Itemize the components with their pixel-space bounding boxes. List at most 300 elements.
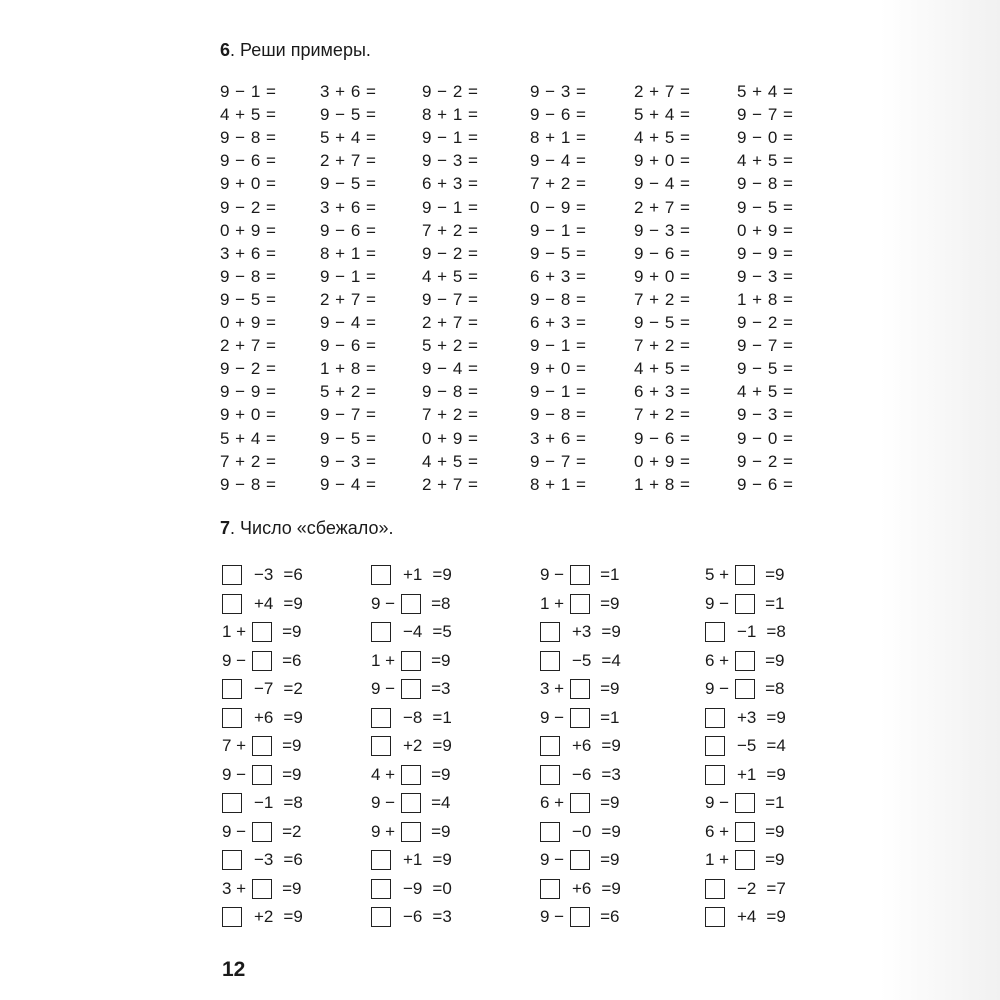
example-text: 9 − 8 = bbox=[220, 128, 277, 148]
missing-number-example bbox=[540, 708, 620, 728]
answer-box[interactable] bbox=[735, 822, 755, 842]
example-text: 9 − 4 = bbox=[634, 174, 691, 194]
example-result: =4 bbox=[431, 793, 451, 812]
example-text: 3 + 6 = bbox=[530, 428, 587, 448]
example-text: 7 + 2 = bbox=[530, 174, 587, 194]
example-text: 7 + 2 = bbox=[634, 336, 691, 356]
example-text: 5 + 4 = bbox=[737, 82, 794, 101]
example-result: =0 bbox=[432, 878, 452, 898]
example-prefix: 3 + bbox=[540, 679, 565, 698]
missing-number-example bbox=[371, 594, 451, 614]
missing-number-example bbox=[371, 622, 452, 642]
example-result: =9 bbox=[766, 764, 786, 784]
example-result: =9 bbox=[601, 622, 621, 641]
example-result: =9 bbox=[431, 764, 451, 784]
example-result: =6 bbox=[283, 850, 303, 869]
example-text: 8 + 1 = bbox=[422, 105, 479, 125]
missing-number-example bbox=[222, 651, 302, 671]
example-text: 0 − 9 = bbox=[530, 197, 587, 217]
answer-box[interactable] bbox=[705, 765, 725, 785]
example-operation: −1 bbox=[737, 622, 757, 641]
example-result: =9 bbox=[601, 821, 621, 841]
answer-box[interactable] bbox=[371, 879, 391, 899]
example-text: 9 − 5 = bbox=[320, 428, 377, 448]
example-text: 9 − 7 = bbox=[320, 405, 377, 425]
answer-box[interactable] bbox=[401, 594, 421, 614]
example-result: =9 bbox=[600, 679, 620, 698]
answer-box[interactable] bbox=[570, 594, 590, 614]
missing-number-example bbox=[371, 850, 452, 870]
example-prefix: 9 − bbox=[371, 793, 396, 812]
example-text: 5 + 4 = bbox=[320, 128, 377, 148]
example-result: =9 bbox=[766, 707, 786, 727]
example-result: =1 bbox=[765, 593, 785, 613]
task-7-heading bbox=[220, 518, 394, 539]
missing-number-example bbox=[371, 736, 452, 756]
answer-box[interactable] bbox=[371, 708, 391, 728]
missing-number-example bbox=[540, 622, 621, 642]
example-text: 2 + 7 = bbox=[634, 197, 691, 217]
example-operation: +6 bbox=[572, 878, 592, 898]
example-text: 7 + 2 = bbox=[634, 405, 691, 425]
example-text: 8 + 1 = bbox=[530, 128, 587, 148]
task-7-title: . Число «сбежало». bbox=[230, 518, 394, 538]
example-prefix: 6 + bbox=[540, 793, 565, 812]
example-text: 9 − 2 = bbox=[737, 313, 794, 332]
example-text: 9 − 4 = bbox=[320, 313, 377, 332]
example-text: 9 − 3 = bbox=[530, 82, 587, 101]
answer-box[interactable] bbox=[252, 736, 272, 756]
example-result: =6 bbox=[600, 907, 620, 926]
example-prefix: 4 + bbox=[371, 764, 396, 784]
answer-box[interactable] bbox=[222, 594, 242, 614]
example-text: 8 + 1 = bbox=[530, 474, 587, 494]
example-text: 0 + 9 = bbox=[634, 451, 691, 471]
example-result: =9 bbox=[283, 593, 303, 613]
missing-number-example bbox=[222, 793, 303, 813]
missing-number-example bbox=[540, 793, 620, 813]
example-text: 2 + 7 = bbox=[634, 82, 691, 101]
example-result: =1 bbox=[600, 565, 620, 584]
example-operation: −3 bbox=[254, 565, 274, 584]
answer-box[interactable] bbox=[540, 622, 560, 642]
example-operation: −8 bbox=[403, 707, 423, 727]
answer-box[interactable] bbox=[705, 708, 725, 728]
example-text: 9 − 6 = bbox=[530, 105, 587, 125]
example-result: =9 bbox=[765, 650, 785, 670]
example-result: =9 bbox=[765, 850, 785, 869]
answer-box[interactable] bbox=[222, 907, 242, 927]
example-text: 9 − 6 = bbox=[634, 243, 691, 263]
answer-box[interactable] bbox=[401, 793, 421, 813]
example-prefix: 1 + bbox=[371, 650, 396, 670]
example-result: =9 bbox=[282, 736, 302, 755]
example-text: 9 − 2 = bbox=[220, 197, 277, 217]
example-operation: +4 bbox=[254, 593, 274, 613]
answer-box[interactable] bbox=[735, 594, 755, 614]
answer-box[interactable] bbox=[540, 765, 560, 785]
example-text: 4 + 5 = bbox=[422, 451, 479, 471]
example-text: 9 − 6 = bbox=[320, 336, 377, 356]
example-text: 9 − 2 = bbox=[422, 243, 479, 263]
example-operation: +2 bbox=[403, 736, 423, 755]
example-operation: −5 bbox=[737, 736, 757, 755]
missing-number-example bbox=[540, 879, 621, 899]
example-text: 9 − 6 = bbox=[220, 151, 277, 171]
answer-box[interactable] bbox=[371, 565, 391, 585]
example-result: =8 bbox=[283, 793, 303, 812]
example-text: 9 − 1 = bbox=[422, 128, 479, 148]
example-text: 7 + 2 = bbox=[634, 289, 691, 309]
example-text: 6 + 3 = bbox=[422, 174, 479, 194]
example-prefix: 9 − bbox=[540, 907, 565, 926]
example-text: 9 − 0 = bbox=[737, 428, 794, 448]
missing-number-example bbox=[705, 651, 785, 671]
answer-box[interactable] bbox=[252, 622, 272, 642]
example-text: 9 − 2 = bbox=[737, 451, 794, 471]
answer-box[interactable] bbox=[401, 679, 421, 699]
answer-box[interactable] bbox=[371, 622, 391, 642]
page-number: 12 bbox=[222, 958, 246, 981]
answer-box[interactable] bbox=[371, 736, 391, 756]
example-result: =9 bbox=[765, 565, 785, 584]
example-text: 4 + 5 = bbox=[737, 151, 794, 171]
example-text: 9 − 2 = bbox=[422, 82, 479, 101]
example-text: 9 − 9 = bbox=[220, 382, 277, 402]
example-prefix: 1 + bbox=[540, 593, 565, 613]
example-result: =9 bbox=[601, 878, 621, 898]
example-result: =9 bbox=[765, 821, 785, 841]
missing-number-example bbox=[371, 765, 451, 785]
example-prefix: 9 − bbox=[371, 679, 396, 698]
example-prefix: 9 − bbox=[222, 650, 247, 670]
example-result: =4 bbox=[601, 650, 621, 670]
answer-box[interactable] bbox=[222, 850, 242, 870]
example-text: 0 + 9 = bbox=[737, 220, 794, 240]
example-text: 9 − 8 = bbox=[220, 266, 277, 286]
example-result: =9 bbox=[283, 707, 303, 727]
example-result: =1 bbox=[600, 707, 620, 727]
example-result: =6 bbox=[283, 565, 303, 584]
answer-box[interactable] bbox=[570, 793, 590, 813]
example-prefix: 9 − bbox=[222, 821, 247, 841]
example-text: 9 − 6 = bbox=[737, 474, 794, 494]
example-text: 9 − 3 = bbox=[320, 451, 377, 471]
answer-box[interactable] bbox=[222, 565, 242, 585]
missing-number-example bbox=[705, 565, 785, 585]
answer-box[interactable] bbox=[570, 907, 590, 927]
example-text: 5 + 2 = bbox=[422, 336, 479, 356]
example-prefix: 6 + bbox=[705, 650, 730, 670]
example-operation: +1 bbox=[737, 764, 757, 784]
example-result: =8 bbox=[766, 622, 786, 641]
example-text: 9 − 6 = bbox=[320, 220, 377, 240]
example-operation: +4 bbox=[737, 907, 757, 926]
example-text: 9 − 7 = bbox=[737, 105, 794, 125]
answer-box[interactable] bbox=[540, 736, 560, 756]
example-operation: +1 bbox=[403, 850, 423, 869]
example-text: 9 − 9 = bbox=[737, 243, 794, 263]
example-result: =9 bbox=[600, 793, 620, 812]
answer-box[interactable] bbox=[570, 850, 590, 870]
missing-number-example bbox=[371, 565, 452, 585]
example-text: 7 + 2 = bbox=[220, 451, 277, 471]
answer-box[interactable] bbox=[401, 822, 421, 842]
missing-number-example bbox=[705, 622, 786, 642]
missing-number-example bbox=[371, 822, 451, 842]
example-text: 0 + 9 = bbox=[220, 220, 277, 240]
missing-number-example bbox=[705, 708, 786, 728]
example-text: 2 + 7 = bbox=[320, 151, 377, 171]
missing-number-example bbox=[705, 850, 785, 870]
answer-box[interactable] bbox=[222, 708, 242, 728]
example-text: 6 + 3 = bbox=[530, 266, 587, 286]
example-text: 9 − 3 = bbox=[737, 405, 794, 425]
example-text: 6 + 3 = bbox=[634, 382, 691, 402]
example-text: 9 − 3 = bbox=[634, 220, 691, 240]
example-prefix: 6 + bbox=[705, 821, 730, 841]
missing-number-example bbox=[540, 651, 621, 671]
example-operation: +6 bbox=[572, 736, 592, 755]
example-text: 4 + 5 = bbox=[220, 105, 277, 125]
example-text: 3 + 6 = bbox=[320, 197, 377, 217]
example-text: 0 + 9 = bbox=[422, 428, 479, 448]
missing-number-example bbox=[705, 793, 785, 813]
example-operation: −4 bbox=[403, 622, 423, 641]
missing-number-example bbox=[222, 594, 303, 614]
example-result: =2 bbox=[283, 679, 303, 698]
missing-number-example bbox=[705, 679, 785, 699]
missing-number-example bbox=[371, 793, 451, 813]
example-result: =2 bbox=[282, 821, 302, 841]
missing-number-example bbox=[222, 736, 302, 756]
example-operation: +6 bbox=[254, 707, 274, 727]
missing-number-example bbox=[705, 765, 786, 785]
example-text: 4 + 5 = bbox=[634, 359, 691, 379]
example-prefix: 9 − bbox=[705, 593, 730, 613]
answer-box[interactable] bbox=[540, 651, 560, 671]
example-text: 9 − 1 = bbox=[320, 266, 377, 286]
answer-box[interactable] bbox=[222, 679, 242, 699]
example-text: 9 − 2 = bbox=[220, 359, 277, 379]
example-text: 9 − 7 = bbox=[737, 336, 794, 356]
example-prefix: 5 + bbox=[705, 565, 730, 584]
missing-number-example bbox=[222, 565, 303, 585]
example-text: 9 − 8 = bbox=[422, 382, 479, 402]
example-text: 9 − 5 = bbox=[634, 313, 691, 332]
example-operation: −7 bbox=[254, 679, 274, 698]
example-text: 9 − 1 = bbox=[530, 382, 587, 402]
missing-number-example bbox=[222, 622, 302, 642]
example-text: 9 + 0 = bbox=[634, 151, 691, 171]
missing-number-example bbox=[540, 565, 620, 585]
missing-number-example bbox=[540, 765, 621, 785]
example-operation: +3 bbox=[572, 622, 592, 641]
example-text: 2 + 7 = bbox=[320, 289, 377, 309]
example-text: 9 + 0 = bbox=[220, 174, 277, 194]
example-text: 9 − 7 = bbox=[422, 289, 479, 309]
example-text: 9 − 5 = bbox=[320, 174, 377, 194]
example-text: 2 + 7 = bbox=[422, 313, 479, 332]
example-text: 9 − 8 = bbox=[530, 405, 587, 425]
example-prefix: 9 − bbox=[540, 707, 565, 727]
example-result: =7 bbox=[766, 878, 786, 898]
missing-number-example bbox=[222, 679, 303, 699]
missing-number-example bbox=[222, 822, 302, 842]
answer-box[interactable] bbox=[371, 907, 391, 927]
missing-number-example bbox=[222, 765, 302, 785]
example-result: =9 bbox=[432, 565, 452, 584]
example-text: 9 + 0 = bbox=[530, 359, 587, 379]
example-operation: −2 bbox=[737, 878, 757, 898]
example-text: 9 − 5 = bbox=[737, 359, 794, 379]
example-operation: +1 bbox=[403, 565, 423, 584]
example-text: 9 − 4 = bbox=[422, 359, 479, 379]
example-text: 9 − 1 = bbox=[422, 197, 479, 217]
example-text: 8 + 1 = bbox=[320, 243, 377, 263]
missing-number-example bbox=[705, 907, 786, 927]
missing-number-example bbox=[705, 822, 785, 842]
answer-box[interactable] bbox=[705, 736, 725, 756]
missing-number-example bbox=[540, 850, 620, 870]
answer-box[interactable] bbox=[252, 879, 272, 899]
task-6-title: . Реши примеры. bbox=[230, 40, 371, 60]
example-text: 4 + 5 = bbox=[634, 128, 691, 148]
missing-number-example bbox=[540, 907, 620, 927]
example-prefix: 9 + bbox=[371, 821, 396, 841]
example-result: =9 bbox=[282, 878, 302, 898]
example-result: =1 bbox=[432, 707, 452, 727]
answer-box[interactable] bbox=[735, 651, 755, 671]
example-text: 3 + 6 = bbox=[220, 243, 277, 263]
example-operation: −3 bbox=[254, 850, 274, 869]
answer-box[interactable] bbox=[540, 879, 560, 899]
missing-number-example bbox=[371, 651, 451, 671]
example-text: 2 + 7 = bbox=[220, 336, 277, 356]
answer-box[interactable] bbox=[540, 822, 560, 842]
example-text: 9 − 3 = bbox=[737, 266, 794, 286]
example-text: 9 − 4 = bbox=[320, 474, 377, 494]
example-text: 9 − 1 = bbox=[530, 220, 587, 240]
example-text: 9 − 1 = bbox=[220, 82, 277, 101]
answer-box[interactable] bbox=[735, 565, 755, 585]
missing-number-example bbox=[705, 594, 785, 614]
example-result: =9 bbox=[766, 907, 786, 926]
task-6-number: 6 bbox=[220, 40, 231, 60]
example-text: 9 + 0 = bbox=[220, 405, 277, 425]
example-result: =9 bbox=[431, 821, 451, 841]
answer-box[interactable] bbox=[705, 622, 725, 642]
example-prefix: 1 + bbox=[222, 622, 247, 641]
example-text: 5 + 4 = bbox=[634, 105, 691, 125]
example-text: 5 + 4 = bbox=[220, 428, 277, 448]
answer-box[interactable] bbox=[735, 793, 755, 813]
answer-box[interactable] bbox=[735, 850, 755, 870]
answer-box[interactable] bbox=[570, 565, 590, 585]
example-result: =9 bbox=[600, 850, 620, 869]
missing-number-example bbox=[222, 879, 302, 899]
missing-number-example bbox=[540, 736, 621, 756]
example-text: 9 − 8 = bbox=[530, 289, 587, 309]
example-prefix: 9 − bbox=[705, 679, 730, 698]
missing-number-example bbox=[705, 736, 786, 756]
example-operation: +2 bbox=[254, 907, 274, 926]
example-operation: −1 bbox=[254, 793, 274, 812]
example-prefix: 9 − bbox=[371, 593, 396, 613]
answer-box[interactable] bbox=[252, 765, 272, 785]
example-text: 7 + 2 = bbox=[422, 405, 479, 425]
example-result: =9 bbox=[282, 622, 302, 641]
example-result: =9 bbox=[283, 907, 303, 926]
answer-box[interactable] bbox=[252, 822, 272, 842]
answer-box[interactable] bbox=[570, 679, 590, 699]
missing-number-example bbox=[222, 850, 303, 870]
example-prefix: 7 + bbox=[222, 736, 247, 755]
example-text: 9 − 5 = bbox=[220, 289, 277, 309]
answer-box[interactable] bbox=[570, 708, 590, 728]
answer-box[interactable] bbox=[371, 850, 391, 870]
example-text: 9 − 3 = bbox=[422, 151, 479, 171]
answer-box[interactable] bbox=[401, 765, 421, 785]
missing-number-example bbox=[222, 907, 303, 927]
answer-box[interactable] bbox=[735, 679, 755, 699]
example-text: 9 − 5 = bbox=[320, 105, 377, 125]
example-result: =9 bbox=[432, 850, 452, 869]
answer-box[interactable] bbox=[705, 879, 725, 899]
example-prefix: 9 − bbox=[540, 850, 565, 869]
missing-number-example bbox=[540, 594, 620, 614]
example-operation: −6 bbox=[403, 907, 423, 926]
example-text: 1 + 8 = bbox=[634, 474, 691, 494]
answer-box[interactable] bbox=[401, 651, 421, 671]
example-text: 9 − 0 = bbox=[737, 128, 794, 148]
example-text: 9 − 4 = bbox=[530, 151, 587, 171]
example-prefix: 9 − bbox=[705, 793, 730, 812]
missing-number-example bbox=[371, 679, 451, 699]
example-result: =9 bbox=[601, 736, 621, 755]
example-text: 6 + 3 = bbox=[530, 313, 587, 332]
missing-number-example bbox=[222, 708, 303, 728]
example-text: 9 − 5 = bbox=[737, 197, 794, 217]
example-result: =9 bbox=[431, 650, 451, 670]
example-text: 2 + 7 = bbox=[422, 474, 479, 494]
example-text: 9 − 1 = bbox=[530, 336, 587, 356]
example-text: 1 + 8 = bbox=[737, 289, 794, 309]
task-7-number: 7 bbox=[220, 518, 231, 538]
example-text: 5 + 2 = bbox=[320, 382, 377, 402]
example-text: 9 − 5 = bbox=[530, 243, 587, 263]
answer-box[interactable] bbox=[222, 793, 242, 813]
example-operation: −0 bbox=[572, 821, 592, 841]
missing-number-example bbox=[371, 907, 452, 927]
missing-number-example bbox=[705, 879, 786, 899]
example-text: 7 + 2 = bbox=[422, 220, 479, 240]
answer-box[interactable] bbox=[705, 907, 725, 927]
example-operation: −5 bbox=[572, 650, 592, 670]
example-result: =9 bbox=[600, 593, 620, 613]
example-prefix: 9 − bbox=[222, 764, 247, 784]
example-prefix: 9 − bbox=[540, 565, 565, 584]
example-text: 1 + 8 = bbox=[320, 359, 377, 379]
example-result: =8 bbox=[431, 593, 451, 613]
example-result: =3 bbox=[601, 764, 621, 784]
answer-box[interactable] bbox=[252, 651, 272, 671]
example-text: 9 − 7 = bbox=[530, 451, 587, 471]
example-result: =9 bbox=[282, 764, 302, 784]
example-result: =4 bbox=[766, 736, 786, 755]
example-text: 9 − 8 = bbox=[737, 174, 794, 194]
missing-number-example bbox=[371, 708, 452, 728]
